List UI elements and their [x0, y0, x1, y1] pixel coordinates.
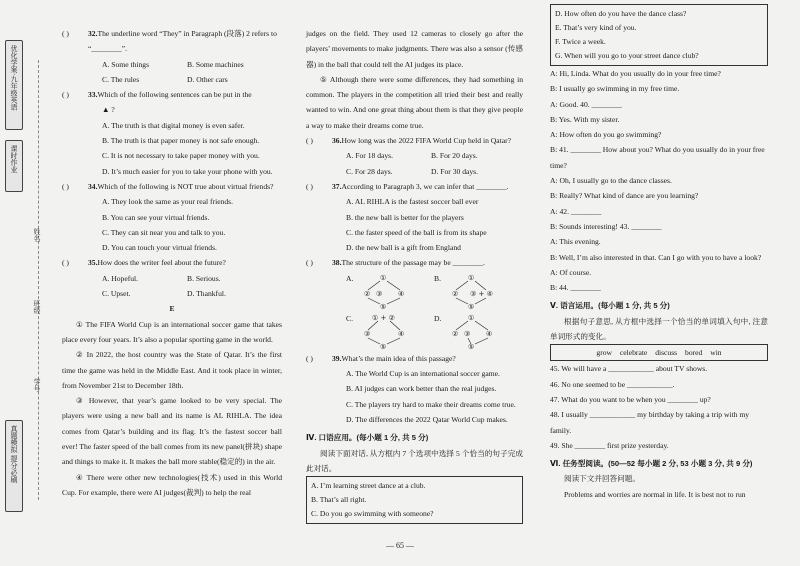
name-label: 姓名 [33, 228, 41, 242]
option-a: A. They look the same as your real friends. [102, 197, 234, 207]
option-a: A. AL RIHLA is the fastest soccer ball ever [346, 197, 479, 207]
svg-text:④: ④ [398, 329, 405, 338]
option-a: A. Some things [102, 59, 150, 69]
options-box-top [306, 476, 523, 524]
options-box-bottom [550, 4, 768, 66]
section-e-heading: E [169, 304, 175, 314]
column-1 [62, 26, 282, 500]
box-option-g: G. When will you go to your street dance club? [555, 51, 699, 60]
svg-text:②: ② [452, 329, 459, 338]
question-number: 35. [88, 258, 98, 268]
dialogue-line: B: Really? What kind of dance are you learning? [550, 191, 699, 201]
svg-text:③ + ④: ③ + ④ [470, 289, 493, 298]
sidebar-homework-box [5, 140, 23, 192]
option-d: D. The differences the 2022 Qatar World Cup makes. [346, 414, 508, 424]
svg-text:②: ② [452, 289, 459, 298]
box-option-c: C. Do you go swimming with someone? [311, 509, 434, 519]
section-6-heading: Ⅵ. 任务型阅读。(50—52 每小题 2 分, 53 小题 3 分, 共 9 分) [550, 459, 753, 469]
option-d: D. For 30 days. [431, 166, 479, 176]
structure-diagram-d [434, 311, 522, 351]
section-6-paragraph: Problems and worries are normal in life. It is best not to run [564, 489, 746, 499]
svg-text:⑤: ⑤ [380, 302, 387, 311]
option-d: D. the new ball is a gift from England [346, 243, 461, 253]
option-d: D. Other cars [187, 74, 228, 84]
section-5-heading: Ⅴ. 语言运用。(每小题 1 分, 共 5 分) [550, 301, 670, 311]
question-number: 36. [332, 136, 342, 146]
question-text: What’s the main idea of this passage? [341, 353, 456, 363]
sidebar-exam-box [5, 420, 23, 512]
svg-text:②: ② [364, 289, 371, 298]
option-d: D. You can touch your virtual friends. [102, 243, 217, 253]
question-number: 39. [332, 353, 342, 363]
answer-bracket[interactable]: ( ) [62, 258, 69, 268]
question-33 [62, 87, 282, 102]
question-text: The structure of the passage may be ________. [341, 258, 485, 268]
question-32 [62, 26, 282, 57]
paragraph-2: ② In 2022, the host country was the State of Qatar. It’s the first time the game was held in the Middle East. And it took place in winter, from November 21st to December 18th. [62, 350, 282, 390]
question-text: The underline word “They” in Paragraph (段落) 2 refers to “________”. [88, 29, 277, 54]
answer-bracket[interactable]: ( ) [306, 181, 313, 191]
svg-text:①: ① [380, 273, 387, 282]
dialogue-line: A: Of course. [550, 267, 592, 277]
svg-text:⑤: ⑤ [380, 342, 387, 351]
option-d: D. Thankful. [187, 289, 226, 299]
option-b: B. [434, 273, 441, 283]
box-option-b: B. That’s all right. [311, 495, 367, 505]
structure-option-c [346, 311, 434, 351]
dialogue-line: A: This evening. [550, 237, 601, 247]
svg-text:④: ④ [398, 289, 405, 298]
options-row [62, 286, 282, 301]
dialogue-line: B: I usually go swimming in my free time. [550, 84, 680, 94]
dialogue-line: B: Yes. With my sister. [550, 114, 620, 124]
section-6-instructions: 阅读下文并回答问题。 [564, 474, 640, 484]
question-38 [306, 255, 523, 270]
options-row [62, 271, 282, 286]
option-a: A. For 18 days. [346, 151, 394, 161]
option-c: C. The players try hard to make their dreams come true. [346, 399, 516, 409]
dialogue-line: A: How often do you go swimming? [550, 130, 662, 140]
question-text: According to Paragraph 3, we can infer that ________. [341, 181, 509, 191]
dialogue-line: A: Hi, Linda. What do you usually do in your free time? [550, 69, 721, 78]
option-b: B. the new ball is better for the players [346, 212, 464, 222]
option-d: D. It’s much easier for you to take your phone with you. [102, 166, 273, 176]
answer-bracket[interactable]: ( ) [306, 136, 313, 146]
option-c: C. Upset. [102, 289, 131, 299]
dialogue-line: B: Well, I’m also interested in that. Can I go with you to have a look? [550, 252, 762, 262]
svg-text:⑤: ⑤ [468, 302, 475, 311]
question-text: Which of the following sentences can be put in the [97, 90, 252, 100]
question-number: 32. [88, 29, 98, 38]
option-b: B. The truth is that paper money is not safe enough. [102, 136, 260, 146]
paragraph-1: ① The FIFA World Cup is an international soccer game that takes place every four years. It’s also a popular sporting game in the world. [62, 319, 282, 344]
option-a: A. The truth is that digital money is even safer. [102, 120, 245, 130]
svg-text:⑤: ⑤ [468, 342, 475, 351]
question-39 [306, 351, 523, 366]
column-2 [306, 26, 523, 524]
option-a: A. Hopeful. [102, 273, 139, 283]
question-text: How does the writer feel about the future? [97, 258, 226, 268]
question-number: 37. [332, 181, 342, 191]
svg-text:① + ②: ① + ② [372, 313, 395, 322]
svg-text:③: ③ [364, 329, 371, 338]
answer-bracket[interactable]: ( ) [306, 353, 313, 363]
answer-bracket[interactable]: ( ) [62, 29, 69, 38]
box-option-a: A. I’m learning street dance at a club. [311, 481, 426, 491]
question-49[interactable]: 49. She ________ first prize yesterday. [550, 440, 669, 450]
question-number: 34. [88, 181, 98, 191]
page-number: — 65 — [386, 541, 414, 550]
paragraph-3: ③ However, that year’s game looked to be very special. The players were using a new ball and its name is AL RIHLA. The idea comes from Qatar’s building and its flag. It’s the fastest soccer ball ever! The faster speed of the ball comes from its new panel(拼块) shape and things to make it. It makes the ball more stable(稳定的) in the air. [62, 396, 282, 467]
dialogue-blank-42[interactable]: A: 42. ________ [550, 206, 602, 216]
dialogue-blank-41[interactable]: B: 41. ________ How about you? What do you usually do in your free time? [550, 145, 765, 170]
svg-text:①: ① [468, 313, 475, 322]
box-option-e: E. That’s very kind of you. [555, 23, 637, 32]
sidebar-title-box [5, 40, 23, 130]
answer-bracket[interactable]: ( ) [62, 90, 69, 100]
structure-diagram-b [434, 271, 522, 311]
option-c: C. The rules [102, 74, 140, 84]
question-47[interactable]: 47. What do you want to be when you ________ up? [550, 394, 711, 404]
options-row [306, 164, 523, 179]
question-number: 38. [332, 258, 342, 268]
option-b: B. Serious. [187, 273, 221, 283]
option-c: C. For 28 days. [346, 166, 393, 176]
section-5-instructions: 根据句子意思, 从方框中选择一个恰当的单词填入句中, 注意单词形式的变化。 [550, 316, 768, 342]
question-text: How long was the 2022 FIFA World Cup held in Qatar? [341, 136, 512, 146]
svg-text:③: ③ [464, 329, 471, 338]
question-45[interactable]: 45. We will have a ____________ about TV shows. [550, 364, 708, 374]
question-37 [306, 179, 523, 194]
options-row [62, 57, 282, 72]
question-number: 33. [88, 90, 98, 100]
paragraph-4-continued: judges on the field. They used 12 cameras to closely go after the players’ movements to make judgments. There was also a sensor (传感器) in the ball that could tell the AI judges its place. [306, 29, 523, 69]
question-35 [62, 255, 282, 270]
option-c: C. It is not necessary to take paper money with you. [102, 151, 260, 161]
box-option-f: F. Twice a week. [555, 37, 606, 46]
question-36 [306, 133, 523, 148]
box-option-d: D. How often do you have the dance class? [555, 9, 687, 18]
structure-option-a [346, 271, 434, 311]
section-4-instructions: 阅读下面对话, 从方框内 7 个选项中选择 5 个恰当的句子完成此对话。 [306, 448, 523, 473]
structure-option-b [434, 271, 522, 311]
column-3 [550, 4, 768, 502]
option-b: B. You can see your virtual friends. [102, 212, 210, 222]
option-b: B. Some machines [187, 59, 244, 69]
options-row [62, 72, 282, 87]
structure-option-d [434, 311, 522, 351]
sidebar-exam: 真题模拟 提分必刷 [10, 425, 18, 483]
answer-bracket[interactable]: ( ) [62, 181, 69, 191]
dialogue-blank-44[interactable]: B: 44. ________ [550, 283, 601, 293]
svg-text:④: ④ [486, 329, 493, 338]
answer-bracket[interactable]: ( ) [306, 258, 313, 268]
binding-sidebar [0, 0, 50, 566]
option-a: A. [346, 273, 354, 283]
svg-text:③: ③ [376, 289, 383, 298]
option-b: B. AI judges can work better than the real judges. [346, 384, 497, 394]
options-row [306, 148, 523, 163]
dialogue-blank-43[interactable]: B: Sounds interesting! 43. ________ [550, 221, 662, 231]
question-46[interactable]: 46. No one seemed to be ____________. [550, 379, 675, 389]
question-48[interactable]: 48. I usually ____________ my birthday by taking a trip with my family. [550, 410, 750, 435]
binding-dashed-line [38, 60, 39, 500]
option-c: C. the faster speed of the ball is from its shape [346, 227, 487, 237]
id-label: 学号 [33, 378, 41, 392]
option-c: C. [346, 313, 353, 323]
option-a: A. The World Cup is an international soccer game. [346, 369, 500, 379]
option-b: B. For 20 days. [431, 151, 478, 161]
class-label: 班级 [33, 300, 41, 314]
structure-diagrams [306, 271, 523, 351]
structure-diagram-c [346, 311, 434, 351]
sidebar-title: 优化学案·九年级英语 [10, 45, 18, 111]
question-34 [62, 179, 282, 194]
dialogue-blank-40[interactable]: A: Good. 40. ________ [550, 99, 622, 109]
section-4-heading: Ⅳ. 口语应用。(每小题 1 分, 共 5 分) [306, 433, 429, 443]
paragraph-5: ⑤ Although there were some differences, they had something in common. The players in the competition all tried their best and really wanted to win. And one great thing about them is that they give people a way to make their dreams come true. [306, 74, 523, 130]
sidebar-homework: 课时作业 [10, 145, 18, 173]
question-blank-marker: ▲ ? [102, 105, 115, 115]
structure-diagram-a [346, 271, 434, 311]
option-d: D. [434, 313, 442, 323]
paragraph-4: ④ There were other new technologies(技术) used in this World Cup. For example, there were AI judges(裁判) to help the real [62, 472, 282, 497]
question-text: Which of the following is NOT true about virtual friends? [97, 181, 274, 191]
word-bank: grow celebrate discuss bored win [550, 344, 768, 361]
dialogue-line: A: Oh, I usually go to the dance classes. [550, 176, 672, 186]
svg-text:①: ① [468, 273, 475, 282]
option-c: C. They can sit near you and talk to you. [102, 227, 226, 237]
